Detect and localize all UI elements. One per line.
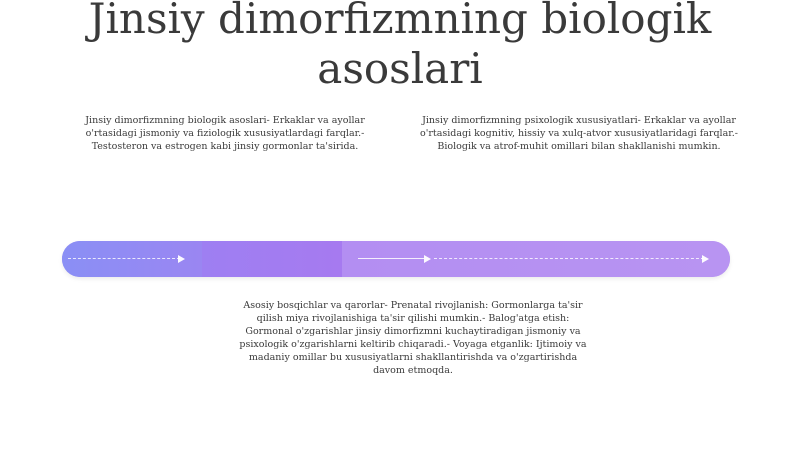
timeline-bar [62,241,730,277]
timeline-segment-3 [342,241,730,277]
timeline-segment-2 [202,241,342,277]
timeline-dashed-line-1 [68,258,180,259]
text-block-biological: Jinsiy dimorfizmning biologik asoslari- Erkaklar va ayollar o'rtasidagi jismoniy va fiziologik xususiyatlardagi farqlar.- Testosteron va estrogen kabi jinsiy gormonlar ta'sirida. [85,115,365,152]
text-block-psychological: Jinsiy dimorfizmning psixologik xususiyatlari- Erkaklar va ayollar o'rtasidagi kognitiv, hissiy va xulq-atvor xususiyatlaridagi farqlar.- Biologik va atrof-muhit omillari bilan shakllanishi mumkin. [420,115,738,152]
text-block-stages: Asosiy bosqichlar va qarorlar- Prenatal rivojlanish: Gormonlarga ta'sir qilish miya rivojlanishiga ta'sir qilishi mumkin.- Balog'atga etish: Gormonal o'zgarishlar jinsiy dimorfizmni kuchaytiradigan jismoniy va psixologik o'zgarishlarni keltirib chiqaradi.- Voyaga etganlik: Ijtimoiy va madaniy omillar bu xususiyatlarni shakllantirishda va o'zgartirishda davom etmoqda. [239,300,587,376]
arrow-right-icon [424,255,431,263]
timeline-line-2 [358,258,424,259]
arrow-right-icon [702,255,709,263]
timeline-dashed-line-3 [434,258,704,259]
slide-title: Jinsiy dimorfizmning biologik asoslari [88,0,712,93]
arrow-right-icon [178,255,185,263]
